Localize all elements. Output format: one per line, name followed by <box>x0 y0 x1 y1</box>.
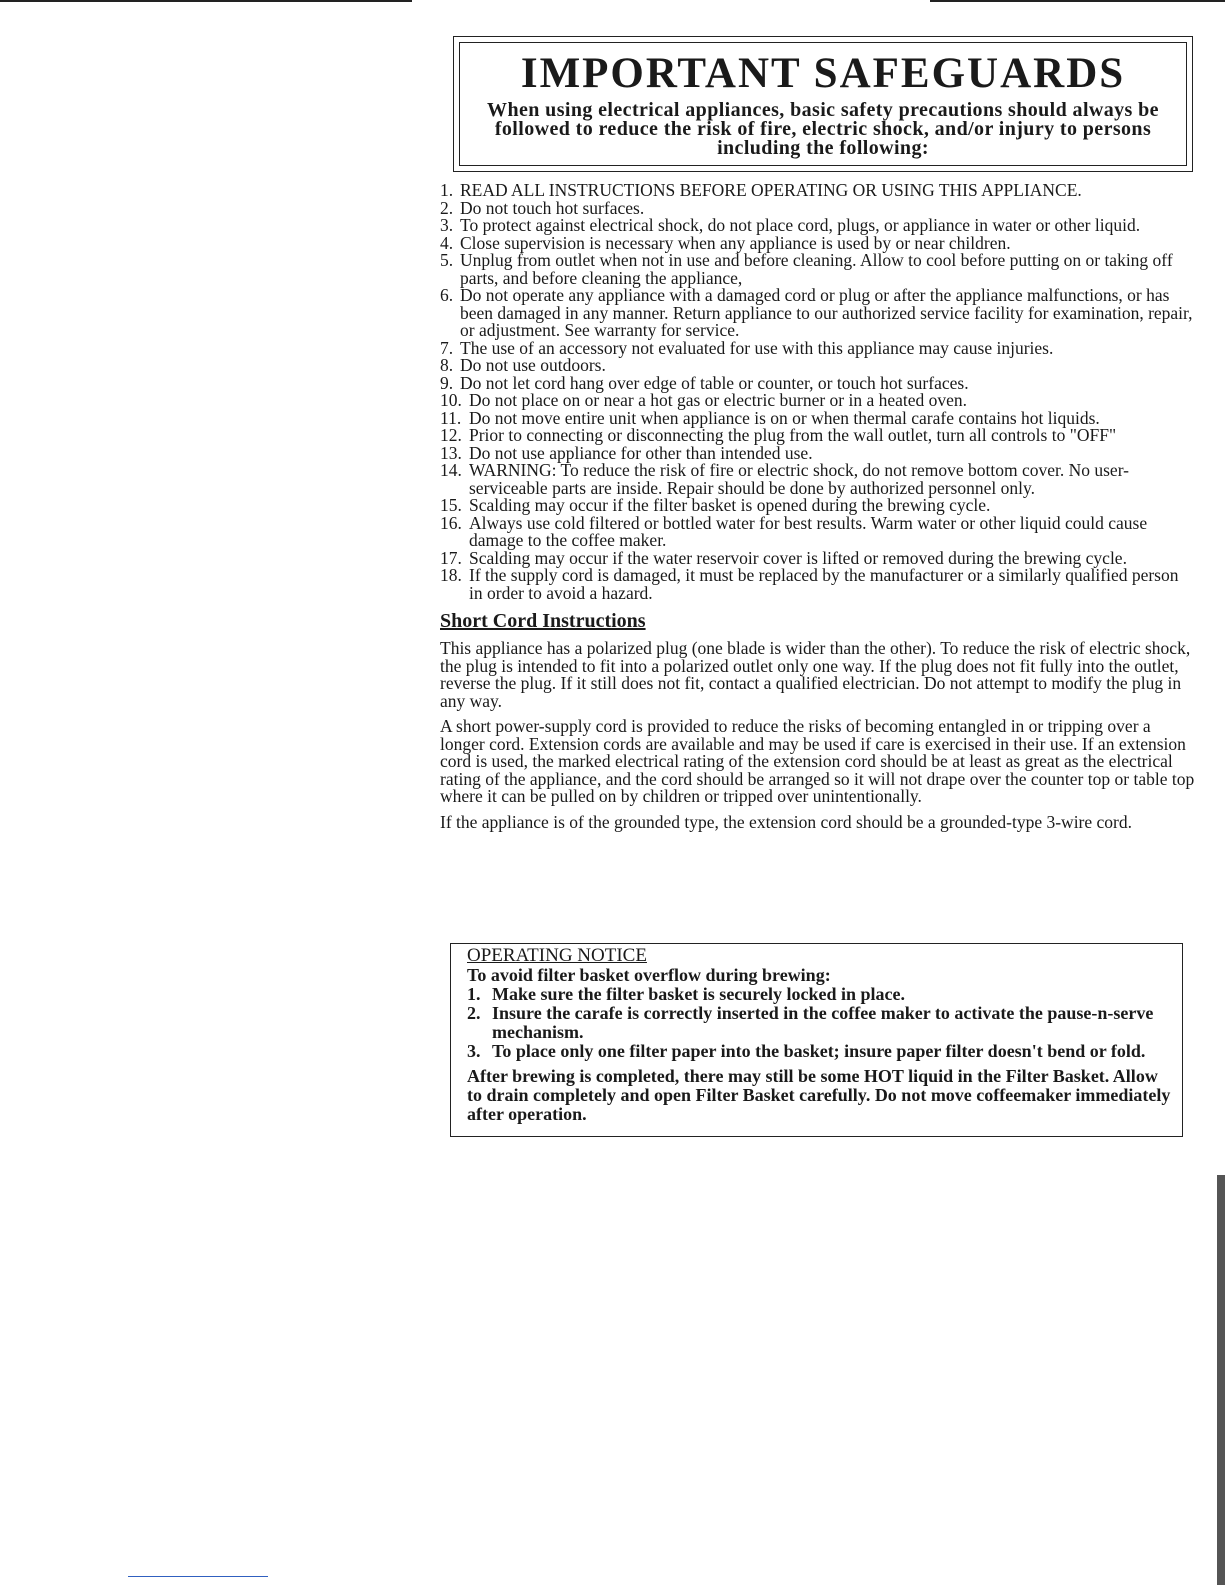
list-item-text: Unplug from outlet when not in use and before cleaning. Allow to cool before putting on or taking off parts, and before cleaning the appliance, <box>460 250 1173 288</box>
list-item-number: 2. <box>440 197 454 218</box>
list-item-number: 14. <box>440 460 462 480</box>
list-item-number: 4. <box>440 232 454 253</box>
list-item-text: The use of an accessory not evaluated for use with this appliance may cause injuries. <box>460 337 1054 358</box>
list-item <box>440 512 1195 550</box>
list-item-text: If the supply cord is damaged, it must be replaced by the manufacturer or a similarly qualified person in order to avoid a hazard. <box>469 565 1179 603</box>
scan-edge-bar <box>1217 1175 1225 1585</box>
scan-edge-line <box>128 1576 268 1577</box>
short-cord-paragraph: A short power-supply cord is provided to reduce the risks of becoming entangled in or tripping over a longer cord. Extension cords are available and may be used if care is exercised in their use. If an extension cord is used, the marked electrical rating of the extension cord should be at least as great as the electrical rating of the appliance, and the cord should be arranged so it will not drape over the counter top or table top where it can be pulled on by children or tripped over unintentionally. <box>440 716 1195 806</box>
safeguards-header-inner <box>459 42 1187 166</box>
list-item-text <box>460 182 1195 200</box>
list-item-text: Do not place on or near a hot gas or electric burner or in a heated oven. <box>469 390 968 410</box>
safeguards-header-box <box>453 36 1193 172</box>
list-item-text: To place only one filter paper into the basket; insure paper filter doesn't bend or fold. <box>492 1041 1146 1061</box>
list-item <box>440 497 1195 515</box>
list-item-text: Scalding may occur if the filter basket is opened during the brewing cycle. <box>469 495 991 515</box>
list-item-number: 16. <box>440 512 462 533</box>
list-item-text: WARNING: To reduce the risk of fire or electric shock, do not remove bottom cover. No user-serviceable parts are inside. Repair should be done by authorized personnel only. <box>469 460 1129 498</box>
list-item <box>440 217 1195 235</box>
scan-edge-line <box>0 0 412 2</box>
list-item <box>440 287 1195 340</box>
list-item <box>467 985 1172 1004</box>
list-item-number: 1. <box>440 180 454 200</box>
list-item-number: 1. <box>467 984 481 1004</box>
list-item-number: 7. <box>440 337 454 358</box>
list-item-number: 3. <box>440 215 454 235</box>
list-item-number: 15. <box>440 495 462 515</box>
list-item-text: Do not let cord hang over edge of table or counter, or touch hot surfaces. <box>460 372 969 393</box>
short-cord-paragraph: This appliance has a polarized plug (one blade is wider than the other). To reduce the risk of electric shock, the plug is intended to fit into a polarized outlet only one way. If the plug does not fit fully into the outlet, reverse the plug. If it still does not fit, contact a qualified electrician. Do not attempt to modify the plug in any way. <box>440 638 1191 711</box>
page-subtitle: When using electrical appliances, basic safety precautions should always be followed to reduce the risk of fire, electric shock, and/or injury to persons including the following: <box>487 99 1159 159</box>
list-item <box>440 392 1195 410</box>
list-item-text: Make sure the filter basket is securely locked in place. <box>492 984 905 1004</box>
list-item-number: 5. <box>440 250 454 270</box>
list-item <box>440 567 1195 602</box>
list-item-text: Do not use appliance for other than intended use. <box>469 442 813 463</box>
short-cord-paragraph: If the appliance is of the grounded type, the extension cord should be a grounded-type 3-wire cord. <box>440 811 1133 832</box>
list-item-rest-text: BEFORE OPERATING OR USING THIS APPLIANCE. <box>675 180 1082 200</box>
list-item-text: Do not touch hot surfaces. <box>460 197 645 218</box>
list-item <box>440 182 1195 200</box>
list-item-number: 17. <box>440 547 462 568</box>
list-item-text: Do not move entire unit when appliance is on or when thermal carafe contains hot liquids. <box>469 407 1100 428</box>
list-item <box>440 462 1195 497</box>
list-item <box>467 1042 1172 1061</box>
list-item-number: 10. <box>440 390 462 410</box>
list-item-number: 12. <box>440 425 462 445</box>
list-item-number: 13. <box>440 442 462 463</box>
operating-notice-after: After brewing is completed, there may still be some HOT liquid in the Filter Basket. Allow to drain completely and open Filter Basket carefully. Do not move coffeemaker immediately after operation. <box>467 1066 1171 1124</box>
list-item-number: 2. <box>467 1003 481 1023</box>
safeguards-list <box>440 182 1195 602</box>
short-cord-heading: Short Cord Instructions <box>440 610 646 632</box>
page-title: IMPORTANT SAFEGUARDS <box>520 50 1126 97</box>
list-item-text: Do not operate any appliance with a damaged cord or plug or after the appliance malfunctions, or has been damaged in any manner. Return appliance to our authorized service facility for examination, repair, or adjustment. See warranty for service. <box>460 285 1193 340</box>
operating-notice-steps <box>467 985 1172 1061</box>
list-item-caps-text: READ ALL INSTRUCTIONS <box>460 180 676 200</box>
operating-notice-box <box>450 943 1183 1137</box>
scan-edge-line <box>930 0 1225 2</box>
list-item-number: 8. <box>440 355 454 375</box>
list-item-number: 18. <box>440 565 462 585</box>
list-item-text: Prior to connecting or disconnecting the plug from the wall outlet, turn all controls to "OFF" <box>469 425 1117 445</box>
list-item <box>440 252 1195 287</box>
list-item-number: 6. <box>440 285 454 305</box>
list-item <box>440 357 1195 375</box>
list-item-text: Insure the carafe is correctly inserted in the coffee maker to activate the pause-n-serve mechanism. <box>492 1003 1154 1042</box>
list-item <box>440 427 1195 445</box>
list-item-text: Close supervision is necessary when any appliance is used by or near children. <box>460 232 1011 253</box>
list-item-text: To protect against electrical shock, do not place cord, plugs, or appliance in water or other liquid. <box>460 215 1141 235</box>
list-item-text: Scalding may occur if the water reservoir cover is lifted or removed during the brewing cycle. <box>469 547 1127 568</box>
list-item-number: 3. <box>467 1041 481 1061</box>
list-item-text: Do not use outdoors. <box>460 355 606 375</box>
operating-notice-heading: OPERATING NOTICE <box>467 945 647 966</box>
list-item-number: 11. <box>440 407 462 428</box>
list-item <box>467 1004 1172 1042</box>
list-item-number: 9. <box>440 372 454 393</box>
operating-notice-intro: To avoid filter basket overflow during brewing: <box>467 965 831 985</box>
main-content <box>440 182 1195 839</box>
list-item-text: Always use cold filtered or bottled water for best results. Warm water or other liquid could cause damage to the coffee maker. <box>469 512 1148 550</box>
